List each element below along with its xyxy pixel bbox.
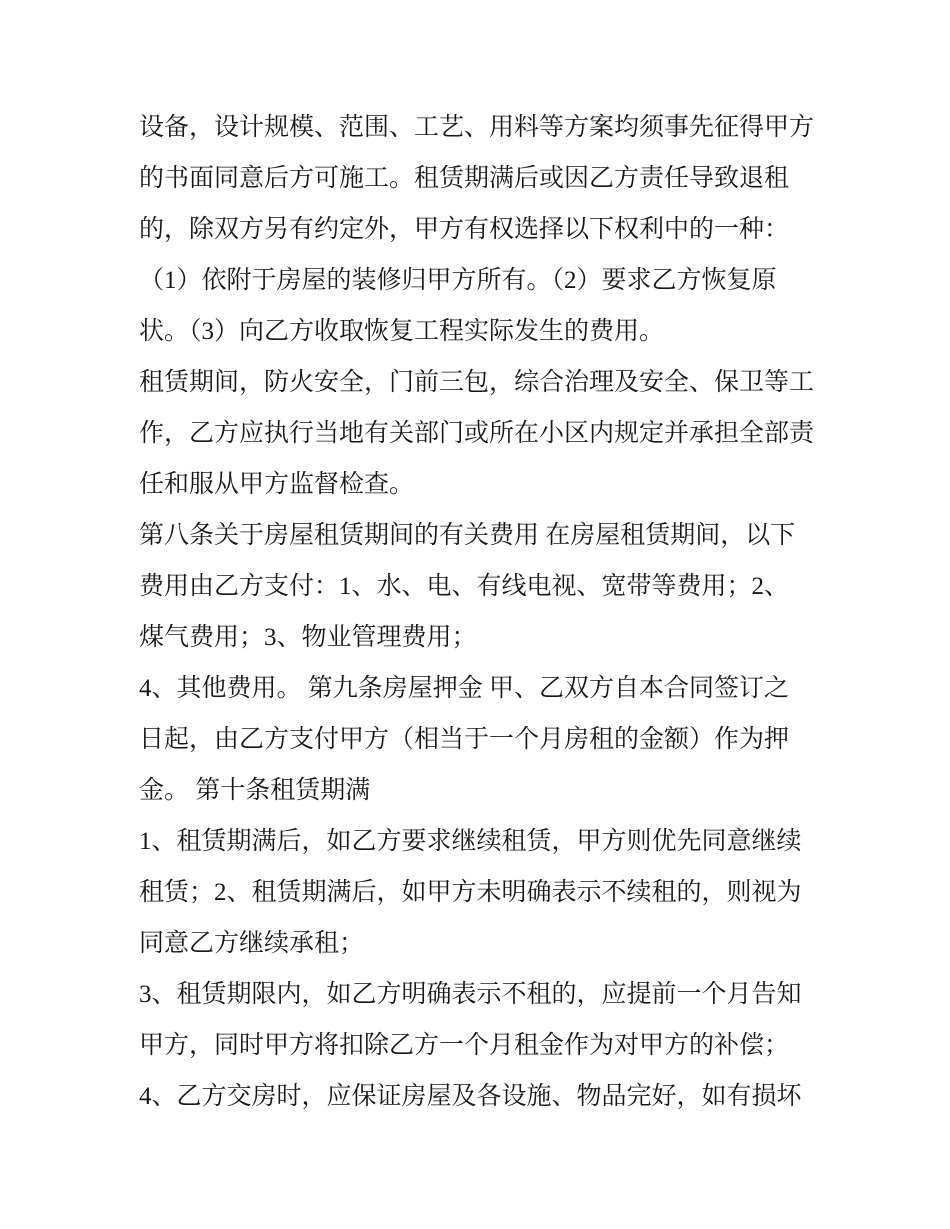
text-line: 第八条关于房屋租赁期间的有关费用 在房屋租赁期间，以下	[139, 522, 796, 549]
text-line: 的，除双方另有约定外，甲方有权选择以下权利中的一种：	[139, 216, 790, 243]
text-line: 3、租赁期限内，如乙方明确表示不租的，应提前一个月告知	[139, 981, 802, 1008]
text-line: 租赁；2、租赁期满后，如甲方未明确表示不续租的，则视为	[139, 879, 802, 906]
text-line: 作，乙方应执行当地有关部门或所在小区内规定并承担全部责	[139, 420, 815, 447]
text-line: 日起，由乙方支付甲方（相当于一个月房租的金额）作为押	[139, 726, 790, 753]
text-line: 的书面同意后方可施工。租赁期满后或因乙方责任导致退租	[139, 165, 790, 192]
text-line: 煤气费用；3、物业管理费用；	[139, 624, 477, 651]
text-line: 同意乙方继续承租；	[139, 930, 365, 957]
text-line: 设备，设计规模、范围、工艺、用料等方案均须事先征得甲方	[139, 114, 815, 141]
contract-text-block	[139, 102, 829, 1122]
text-line: 金。 第十条租赁期满	[139, 777, 371, 804]
text-line: 状。（3）向乙方收取恢复工程实际发生的费用。	[139, 318, 665, 345]
text-line: 甲方，同时甲方将扣除乙方一个月租金作为对甲方的补偿；	[139, 1032, 790, 1059]
text-line: 租赁期间，防火安全，门前三包，综合治理及安全、保卫等工	[139, 369, 815, 396]
text-line: 任和服从甲方监督检查。	[139, 471, 415, 498]
text-line: 4、其他费用。 第九条房屋押金 甲、乙双方自本合同签订之	[139, 675, 790, 702]
text-line: 费用由乙方支付：1、水、电、有线电视、宽带等费用；2、	[139, 573, 790, 600]
text-line: 4、乙方交房时，应保证房屋及各设施、物品完好，如有损坏	[139, 1083, 802, 1110]
text-line: 1、租赁期满后，如乙方要求继续租赁，甲方则优先同意继续	[139, 828, 802, 855]
text-line: （1）依附于房屋的装修归甲方所有。（2）要求乙方恢复原	[139, 267, 777, 294]
